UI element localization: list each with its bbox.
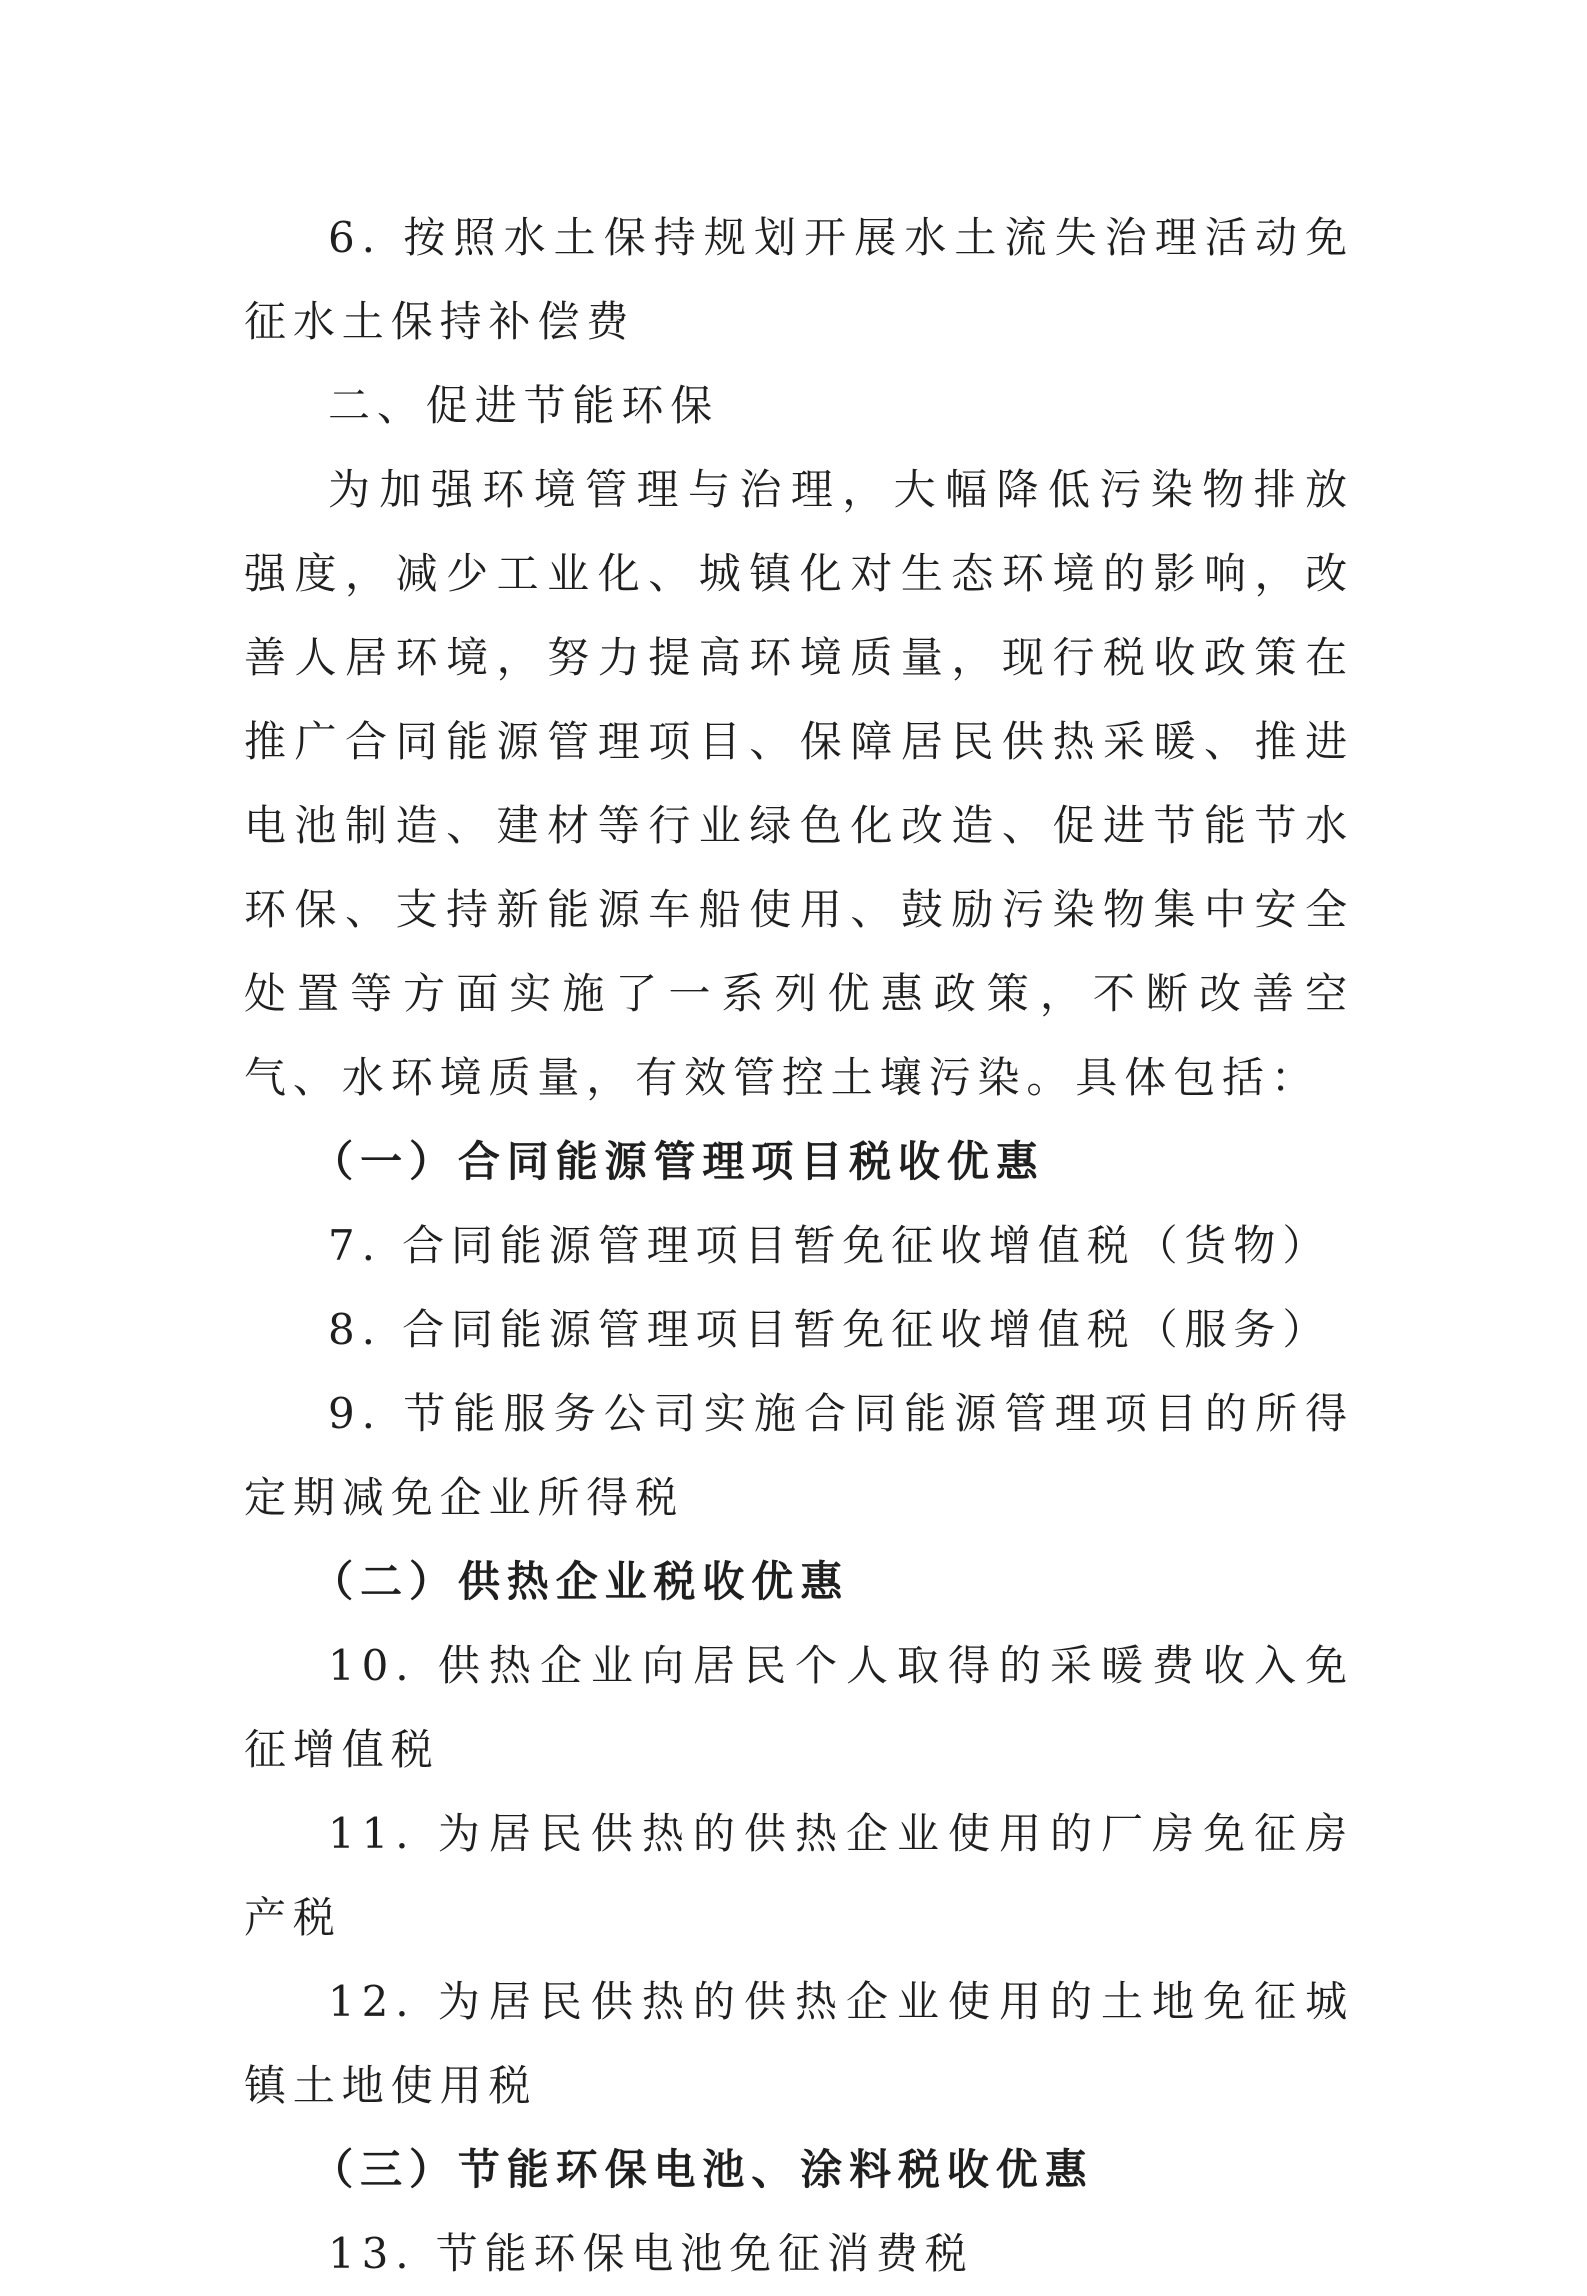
item-9-paragraph: 9. 节能服务公司实施合同能源管理项目的所得定期减免企业所得税 — [244, 1389, 1354, 1522]
intro-paragraph: 为加强环境管理与治理，大幅降低污染物排放强度，减少工业化、城镇化对生态环境的影响，改善人居环境，努力提高环境质量，现行税收政策在推广合同能源管理项目、保障居民供热采暖、推进电池制造、建材等行业绿色化改造、促进节能节水环保、支持新能源车船使用、鼓励污染物集中安全处置等方面实施了一系列优惠政策，不断改善空气、水环境质量，有效管控土壤污染。具体包括： — [244, 465, 1354, 1102]
item-10-paragraph: 10. 供热企业向居民个人取得的采暖费收入免征增值税 — [244, 1641, 1354, 1774]
item-8-paragraph: 8. 合同能源管理项目暂免征收增值税（服务） — [328, 1305, 1332, 1354]
subsection-heading-heating: （二）供热企业税收优惠 — [311, 1557, 850, 1606]
section-heading-energy-saving: 二、促进节能环保 — [328, 381, 720, 430]
item-13-paragraph: 13. 节能环保电池免征消费税 — [328, 2229, 974, 2278]
item-7-paragraph: 7. 合同能源管理项目暂免征收增值税（货物） — [328, 1221, 1332, 1270]
subsection-heading-contract-energy: （一）合同能源管理项目税收优惠 — [311, 1137, 1045, 1186]
item-11-paragraph: 11. 为居民供热的供热企业使用的厂房免征房产税 — [244, 1809, 1354, 1942]
item-12-paragraph: 12. 为居民供热的供热企业使用的土地免征城镇土地使用税 — [244, 1977, 1354, 2110]
document-page — [244, 196, 1354, 2296]
subsection-heading-battery-coating: （三）节能环保电池、涂料税收优惠 — [311, 2145, 1094, 2194]
item-6-paragraph: 6. 按照水土保持规划开展水土流失治理活动免征水土保持补偿费 — [244, 213, 1354, 346]
